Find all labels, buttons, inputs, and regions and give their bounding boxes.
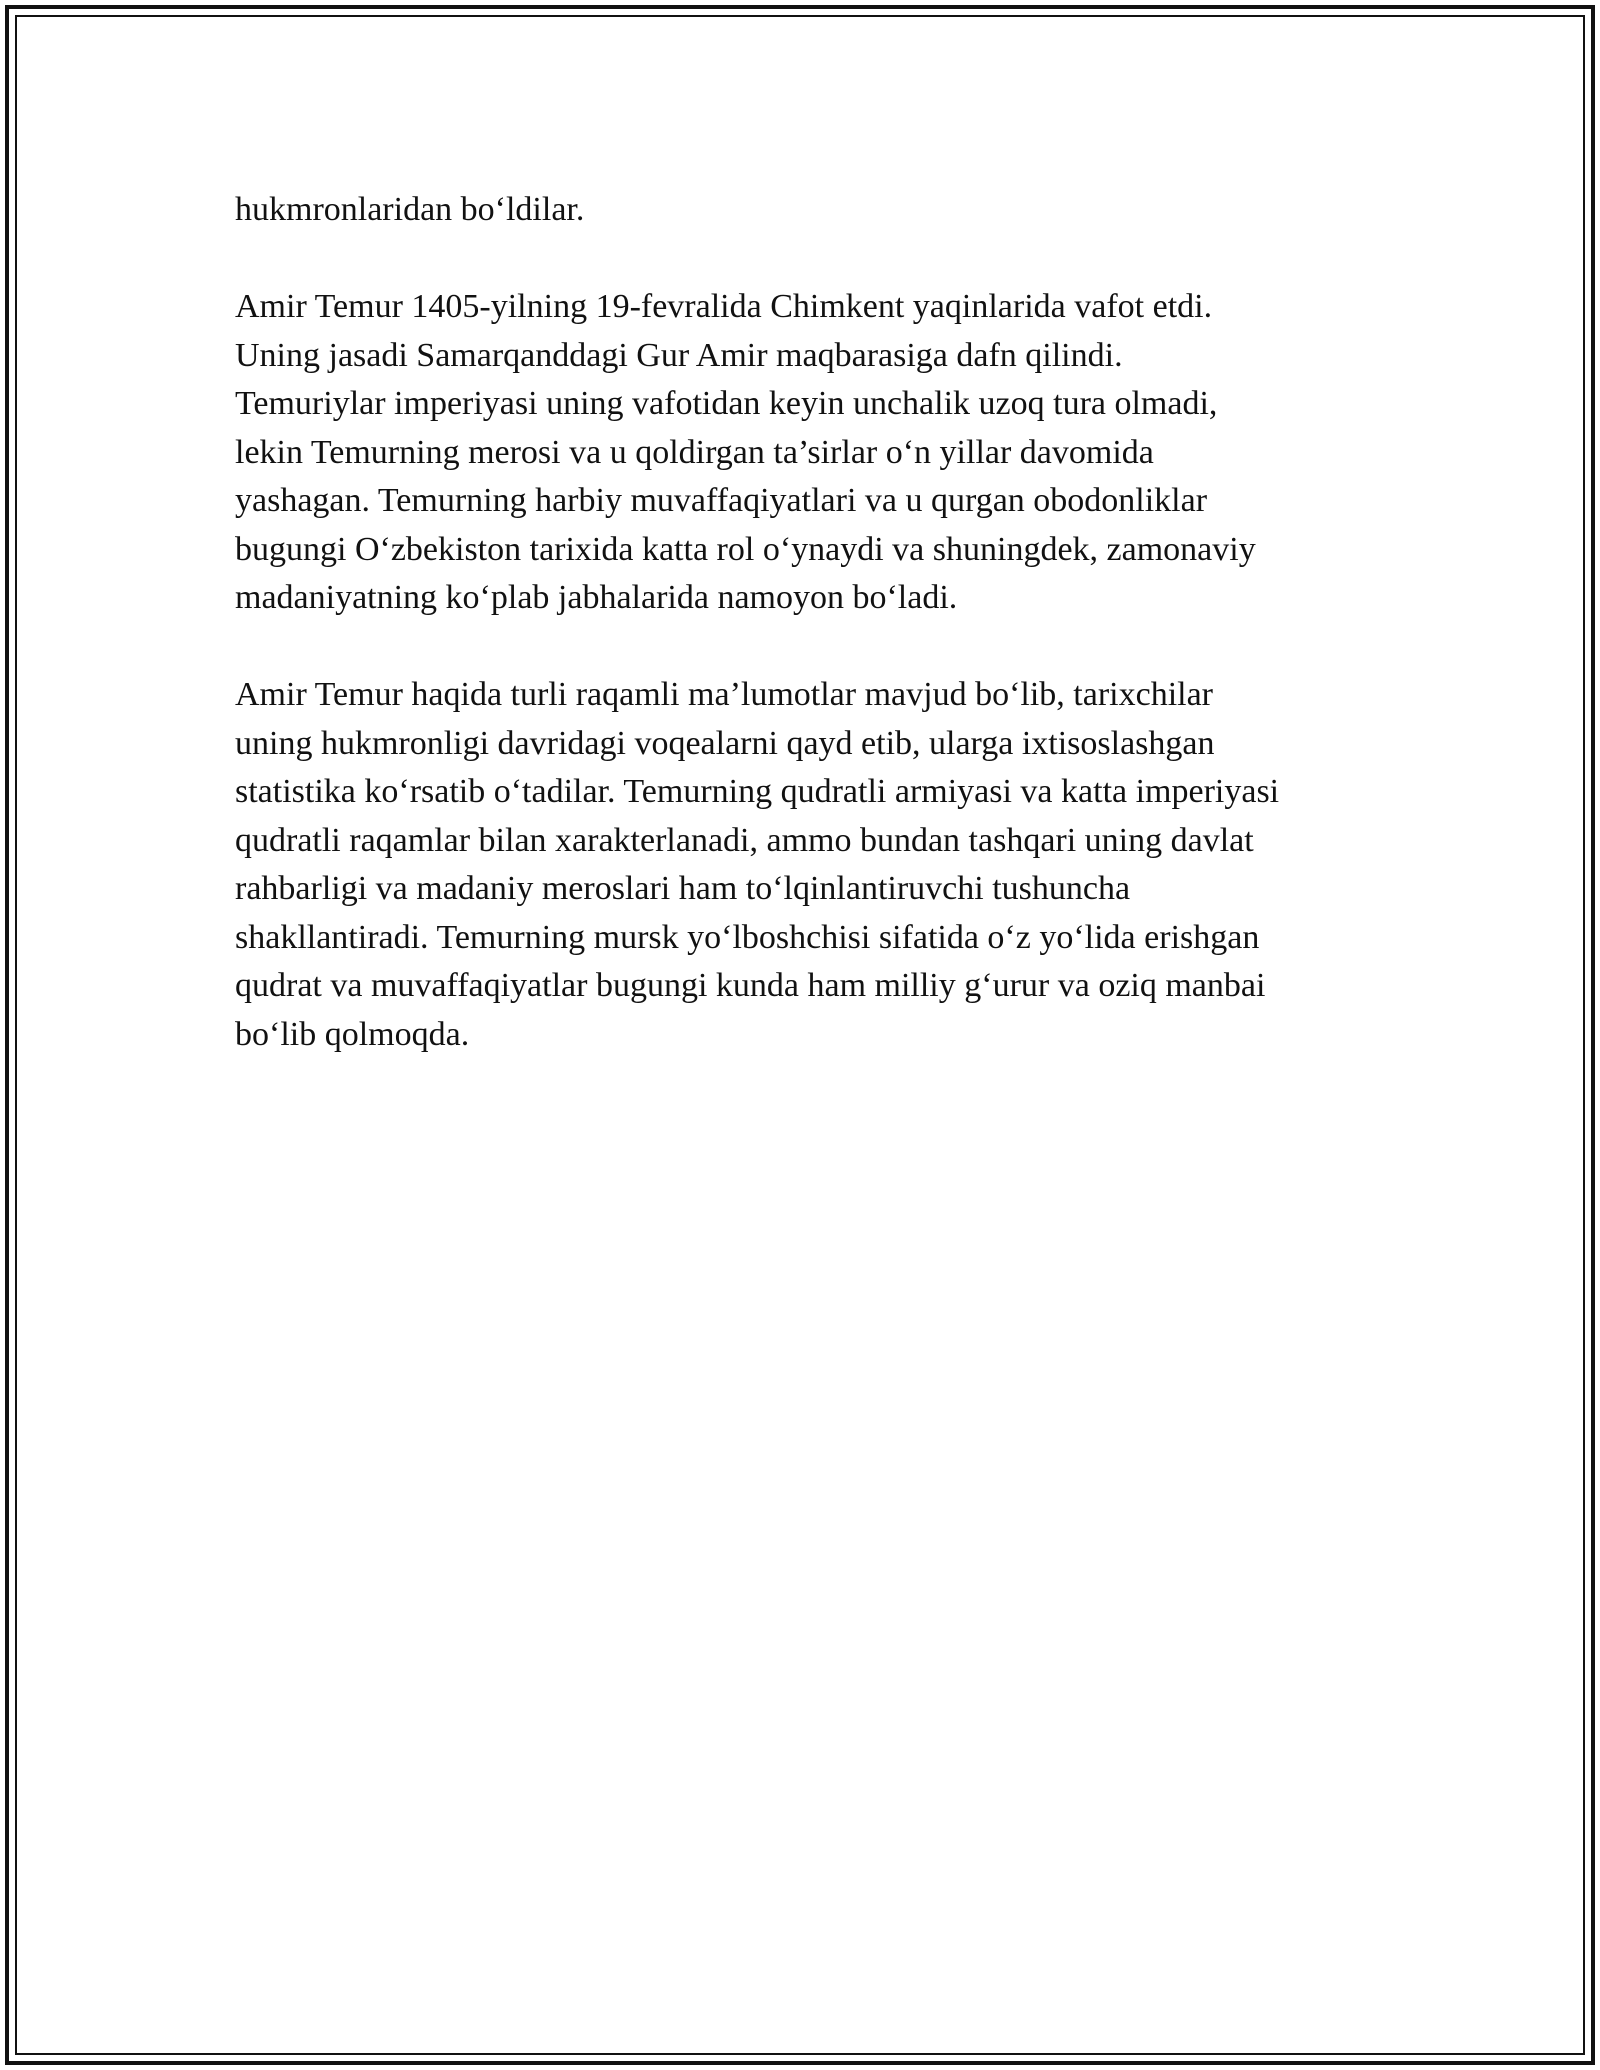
text-line: yashagan. Temurning harbiy muvaffaqiyatlari va u qurgan obodonliklar — [235, 482, 1208, 519]
text-line: lekin Temurning merosi va u qoldirgan ta’sirlar o‘n yillar davomida — [235, 433, 1154, 471]
text-line: madaniyatning ko‘plab jabhalarida namoyon bo‘ladi. — [235, 579, 958, 616]
text-line: qudrat va muvaffaqiyatlar bugungi kunda ham milliy g‘urur va oziq manbai — [235, 967, 1266, 1004]
text-line: rahbarligi va madaniy meroslari ham to‘lqinlantiruvchi tushuncha — [235, 870, 1131, 907]
text-line: Amir Temur haqida turli raqamli ma’lumotlar mavjud bo‘lib, tarixchilar — [235, 676, 1213, 713]
paragraph-3 — [235, 671, 1395, 1059]
text-line: statistika ko‘rsatib o‘tadilar. Temurning qudratli armiyasi va katta imperiyasi — [235, 773, 1280, 810]
text-line: bugungi O‘zbekiston tarixida katta rol o‘ynaydi va shuningdek, zamonaviy — [235, 530, 1256, 568]
text-line: Amir Temur 1405-yilning 19-fevralida Chimkent yaqinlarida vafot etdi. — [235, 288, 1213, 325]
text-line: shakllantiradi. Temurning mursk yo‘lboshchisi sifatida o‘z yo‘lida erishgan — [235, 918, 1260, 956]
text-line: bo‘lib qolmoqda. — [235, 1015, 470, 1053]
text-line: Uning jasadi Samarqanddagi Gur Amir maqbarasiga dafn qilindi. — [235, 336, 1123, 374]
paragraph-2 — [235, 283, 1395, 623]
paragraph-1 — [235, 186, 1395, 235]
text-line: Temuriylar imperiyasi uning vafotidan keyin unchalik uzoq tura olmadi, — [235, 385, 1218, 422]
text-line: uning hukmronligi davridagi voqealarni qayd etib, ularga ixtisoslashgan — [235, 724, 1215, 762]
document-body — [235, 186, 1395, 1108]
text-line: hukmronlaridan bo‘ldilar. — [235, 191, 585, 228]
text-line: qudratli raqamlar bilan xarakterlanadi, ammo bundan tashqari uning davlat — [235, 821, 1254, 859]
